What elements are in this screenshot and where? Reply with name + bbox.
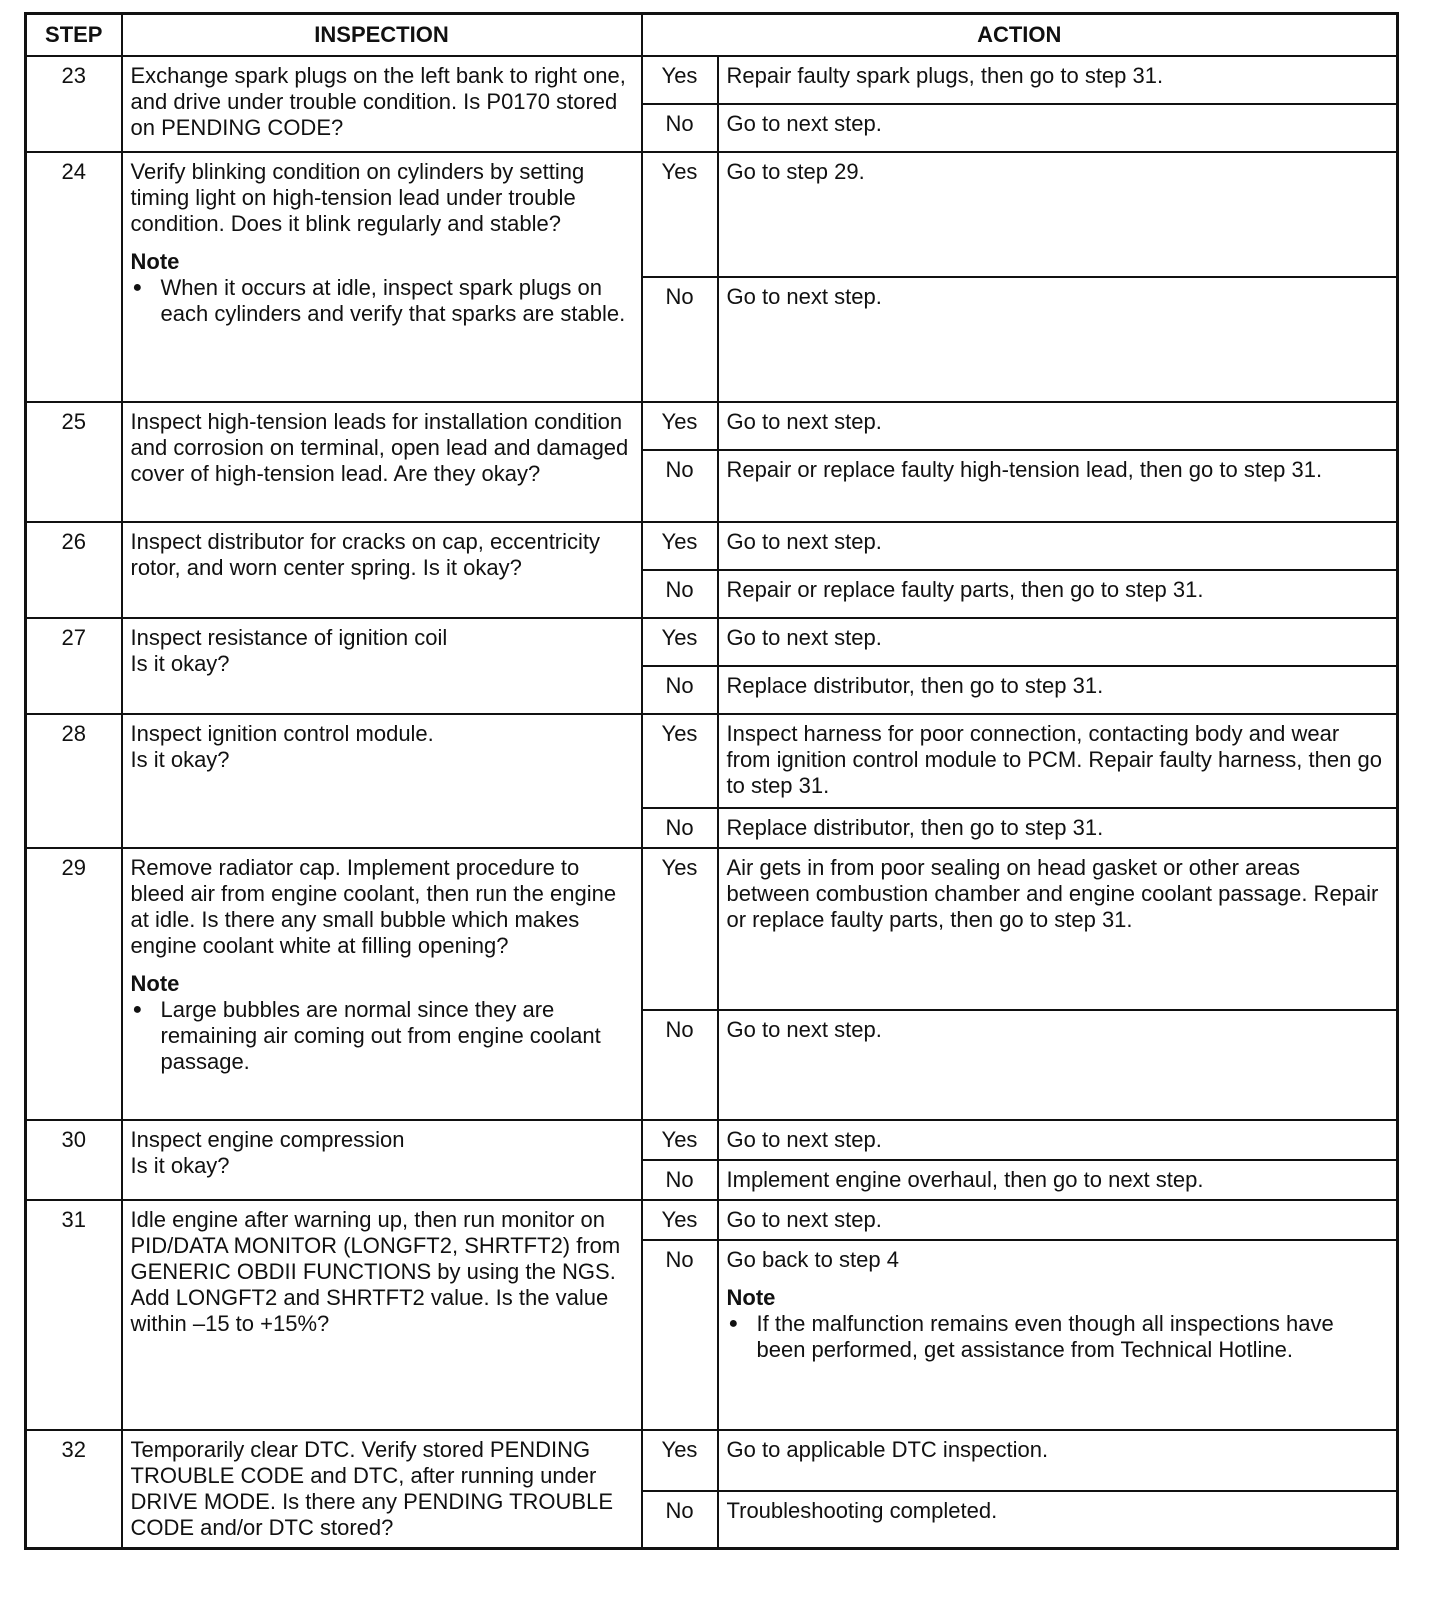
note-list bbox=[131, 997, 633, 1075]
step-number: 26 bbox=[26, 522, 122, 618]
no-action: Repair or replace faulty high-tension lead, then go to step 31. bbox=[718, 450, 1398, 522]
inspection-text: Inspect distributor for cracks on cap, eccentricity rotor, and worn center spring. Is it okay? bbox=[130, 529, 601, 580]
no-label: No bbox=[642, 1491, 718, 1548]
step-number: 24 bbox=[26, 152, 122, 402]
yes-label: Yes bbox=[642, 522, 718, 570]
inspection-text: Exchange spark plugs on the left bank to right one, and drive under trouble condition. Is P0170 stored on PENDING CODE? bbox=[130, 63, 626, 140]
note-title: Note bbox=[726, 1285, 776, 1310]
yes-action: Go to next step. bbox=[718, 1200, 1398, 1240]
no-action: Troubleshooting completed. bbox=[718, 1491, 1398, 1548]
yes-action: Go to next step. bbox=[718, 618, 1398, 666]
table-row bbox=[26, 1200, 1398, 1240]
note-item: ● When it occurs at idle, inspect spark plugs on each cylinders and verify that sparks are stable. bbox=[131, 275, 633, 327]
note-list bbox=[131, 275, 633, 327]
yes-action: Repair faulty spark plugs, then go to step 31. bbox=[718, 56, 1398, 104]
step-number: 32 bbox=[26, 1430, 122, 1549]
note-list bbox=[727, 1311, 1389, 1363]
table-row bbox=[26, 1430, 1398, 1491]
inspection-cell bbox=[122, 522, 642, 618]
table-row bbox=[26, 152, 1398, 277]
inspection-text: Inspect engine compression bbox=[130, 1127, 405, 1152]
no-action: Repair or replace faulty parts, then go to step 31. bbox=[718, 570, 1398, 618]
yes-label: Yes bbox=[642, 1120, 718, 1160]
note-item: ● If the malfunction remains even though all inspections have been performed, get assistance from Technical Hotline. bbox=[727, 1311, 1389, 1363]
no-label: No bbox=[642, 1010, 718, 1120]
inspection-cell bbox=[122, 152, 642, 402]
yes-label: Yes bbox=[642, 714, 718, 808]
table-row bbox=[26, 402, 1398, 450]
no-action: Implement engine overhaul, then go to next step. bbox=[718, 1160, 1398, 1200]
yes-action: Air gets in from poor sealing on head gasket or other areas between combustion chamber and engine coolant passage. Repair or replace faulty parts, then go to step 31. bbox=[718, 848, 1398, 1010]
yes-action: Go to step 29. bbox=[718, 152, 1398, 277]
step-number: 29 bbox=[26, 848, 122, 1120]
no-action: Go back to step 4 bbox=[726, 1247, 899, 1272]
yes-action: Inspect harness for poor connection, contacting body and wear from ignition control module to PCM. Repair faulty harness, then go to step 31. bbox=[718, 714, 1398, 808]
yes-label: Yes bbox=[642, 56, 718, 104]
yes-action: Go to next step. bbox=[718, 1120, 1398, 1160]
header-step: STEP bbox=[26, 14, 122, 57]
yes-action: Go to next step. bbox=[718, 522, 1398, 570]
yes-label: Yes bbox=[642, 618, 718, 666]
no-label: No bbox=[642, 570, 718, 618]
note-title: Note bbox=[130, 249, 180, 274]
inspection-cell bbox=[122, 1430, 642, 1549]
inspection-question: Is it okay? bbox=[130, 747, 230, 772]
troubleshooting-table bbox=[24, 12, 1399, 1550]
no-label: No bbox=[642, 450, 718, 522]
step-number: 23 bbox=[26, 56, 122, 152]
no-action-cell bbox=[718, 1240, 1398, 1430]
inspection-cell bbox=[122, 56, 642, 152]
table-header-row bbox=[26, 14, 1398, 57]
note-item: ● Large bubbles are normal since they are remaining air coming out from engine coolant passage. bbox=[131, 997, 633, 1075]
step-number: 25 bbox=[26, 402, 122, 522]
table-row bbox=[26, 848, 1398, 1010]
no-label: No bbox=[642, 277, 718, 402]
table-row bbox=[26, 618, 1398, 666]
inspection-cell bbox=[122, 848, 642, 1120]
inspection-text: Idle engine after warning up, then run monitor on PID/DATA MONITOR (LONGFT2, SHRTFT2) from GENERIC OBDII FUNCTIONS by using the NGS. Add LONGFT2 and SHRTFT2 value. Is the value within –15 to +15%? bbox=[130, 1207, 621, 1336]
inspection-text: Temporarily clear DTC. Verify stored PENDING TROUBLE CODE and DTC, after running under DRIVE MODE. Is there any PENDING TROUBLE CODE and/or DTC stored? bbox=[130, 1437, 613, 1540]
note-title: Note bbox=[130, 971, 180, 996]
table-row bbox=[26, 56, 1398, 104]
inspection-question: Is it okay? bbox=[130, 651, 230, 676]
yes-action: Go to applicable DTC inspection. bbox=[718, 1430, 1398, 1491]
inspection-text: Remove radiator cap. Implement procedure to bleed air from engine coolant, then run the engine at idle. Is there any small bubble which makes engine coolant white at filling opening? bbox=[130, 855, 617, 958]
no-action: Go to next step. bbox=[718, 1010, 1398, 1120]
header-inspection: INSPECTION bbox=[122, 14, 642, 57]
table-row bbox=[26, 714, 1398, 808]
yes-label: Yes bbox=[642, 848, 718, 1010]
yes-action: Go to next step. bbox=[718, 402, 1398, 450]
no-action: Replace distributor, then go to step 31. bbox=[718, 808, 1398, 848]
step-number: 27 bbox=[26, 618, 122, 714]
no-label: No bbox=[642, 1160, 718, 1200]
yes-label: Yes bbox=[642, 1430, 718, 1491]
header-action: ACTION bbox=[642, 14, 1398, 57]
inspection-question: Is it okay? bbox=[130, 1153, 230, 1178]
table-row bbox=[26, 522, 1398, 570]
inspection-text: Inspect ignition control module. bbox=[130, 721, 434, 746]
no-label: No bbox=[642, 808, 718, 848]
inspection-cell bbox=[122, 402, 642, 522]
no-action: Go to next step. bbox=[718, 104, 1398, 152]
no-label: No bbox=[642, 666, 718, 714]
step-number: 31 bbox=[26, 1200, 122, 1430]
inspection-text: Inspect high-tension leads for installation condition and corrosion on terminal, open lead and damaged cover of high-tension lead. Are they okay? bbox=[130, 409, 629, 486]
inspection-cell bbox=[122, 618, 642, 714]
step-number: 30 bbox=[26, 1120, 122, 1200]
inspection-text: Inspect resistance of ignition coil bbox=[130, 625, 448, 650]
no-action: Replace distributor, then go to step 31. bbox=[718, 666, 1398, 714]
no-action: Go to next step. bbox=[718, 277, 1398, 402]
troubleshooting-document bbox=[24, 12, 1396, 1550]
table-row bbox=[26, 1120, 1398, 1160]
yes-label: Yes bbox=[642, 1200, 718, 1240]
inspection-cell bbox=[122, 714, 642, 848]
inspection-cell bbox=[122, 1120, 642, 1200]
no-label: No bbox=[642, 104, 718, 152]
inspection-text: Verify blinking condition on cylinders by setting timing light on high-tension lead under trouble condition. Does it blink regularly and stable? bbox=[130, 159, 585, 236]
no-label: No bbox=[642, 1240, 718, 1430]
step-number: 28 bbox=[26, 714, 122, 848]
yes-label: Yes bbox=[642, 402, 718, 450]
inspection-cell bbox=[122, 1200, 642, 1430]
yes-label: Yes bbox=[642, 152, 718, 277]
